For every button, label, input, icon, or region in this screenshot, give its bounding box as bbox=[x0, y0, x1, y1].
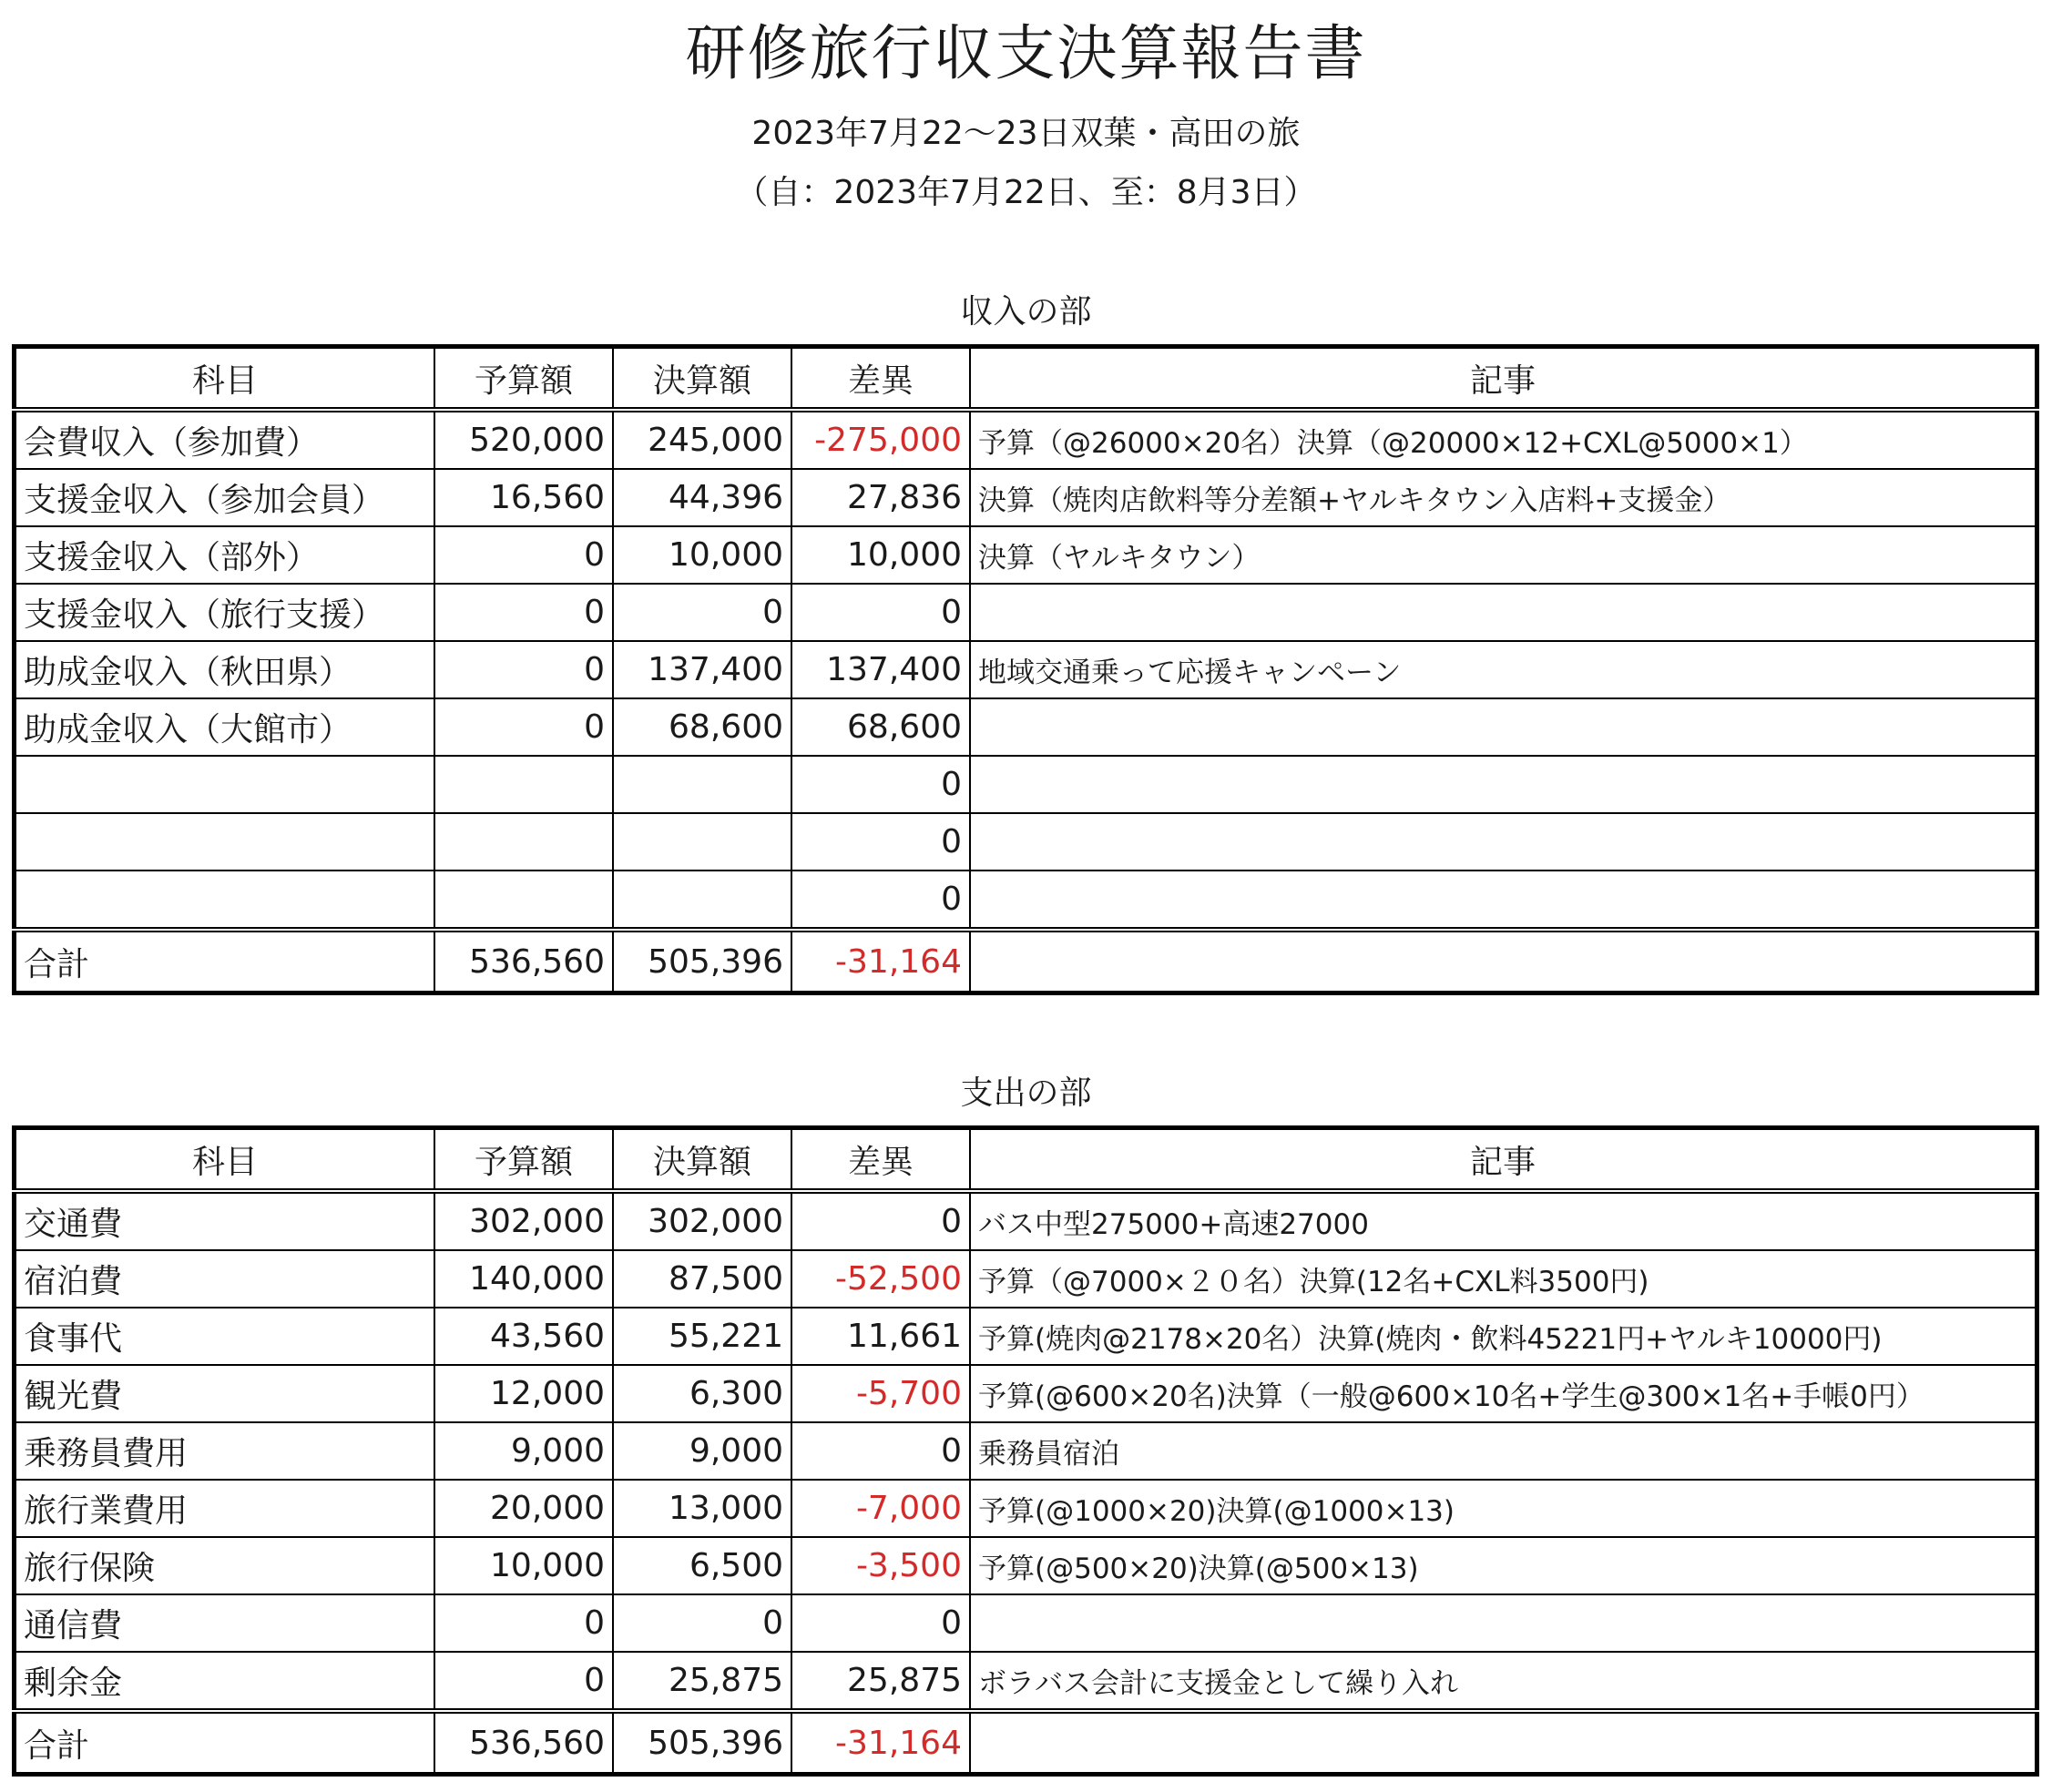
header-actual: 決算額 bbox=[613, 1128, 791, 1192]
cell-budget bbox=[434, 871, 613, 930]
cell-subject: 合計 bbox=[15, 1711, 435, 1775]
table-row bbox=[15, 641, 2037, 698]
table-row bbox=[15, 1652, 2037, 1711]
cell-diff: 68,600 bbox=[791, 698, 970, 756]
cell-actual: 0 bbox=[613, 584, 791, 641]
cell-actual: 0 bbox=[613, 1594, 791, 1652]
expense-table bbox=[12, 1125, 2039, 1777]
cell-note: 予算（@7000×２０名）決算(12名+CXL料3500円) bbox=[970, 1250, 2037, 1308]
cell-budget: 9,000 bbox=[434, 1422, 613, 1480]
cell-actual: 245,000 bbox=[613, 410, 791, 469]
cell-budget: 0 bbox=[434, 698, 613, 756]
cell-note: 予算(@600×20名)決算（一般@600×10名+学生@300×1名+手帳0円） bbox=[970, 1365, 2037, 1422]
header-budget: 予算額 bbox=[434, 1128, 613, 1192]
income-rows bbox=[15, 410, 2037, 993]
cell-note bbox=[970, 1711, 2037, 1775]
cell-budget: 536,560 bbox=[434, 1711, 613, 1775]
cell-subject bbox=[15, 871, 435, 930]
table-row bbox=[15, 410, 2037, 469]
cell-note: ボラバス会計に支援金として繰り入れ bbox=[970, 1652, 2037, 1711]
report-subtitle-period: （自：2023年7月22日、至：8月3日） bbox=[735, 174, 1317, 211]
cell-note bbox=[970, 584, 2037, 641]
cell-diff: -7,000 bbox=[791, 1480, 970, 1537]
cell-note bbox=[970, 871, 2037, 930]
cell-note bbox=[970, 698, 2037, 756]
total-row bbox=[15, 930, 2037, 993]
cell-subject: 食事代 bbox=[15, 1308, 435, 1365]
cell-actual: 13,000 bbox=[613, 1480, 791, 1537]
cell-budget: 520,000 bbox=[434, 410, 613, 469]
cell-subject bbox=[15, 756, 435, 813]
cell-diff: 27,836 bbox=[791, 469, 970, 526]
income-section-title: 収入の部 bbox=[960, 293, 1092, 331]
cell-actual bbox=[613, 813, 791, 871]
header-budget: 予算額 bbox=[434, 347, 613, 411]
cell-actual: 6,500 bbox=[613, 1537, 791, 1594]
cell-note bbox=[970, 756, 2037, 813]
header-actual: 決算額 bbox=[613, 347, 791, 411]
header-note: 記事 bbox=[970, 347, 2037, 411]
cell-actual: 10,000 bbox=[613, 526, 791, 584]
cell-subject: 支援金収入（旅行支援） bbox=[15, 584, 435, 641]
cell-note bbox=[970, 930, 2037, 993]
cell-budget: 20,000 bbox=[434, 1480, 613, 1537]
cell-diff: 0 bbox=[791, 756, 970, 813]
cell-actual: 137,400 bbox=[613, 641, 791, 698]
cell-diff: 137,400 bbox=[791, 641, 970, 698]
table-row bbox=[15, 1365, 2037, 1422]
cell-subject: 旅行業費用 bbox=[15, 1480, 435, 1537]
total-row bbox=[15, 1711, 2037, 1775]
cell-actual: 87,500 bbox=[613, 1250, 791, 1308]
cell-diff: 25,875 bbox=[791, 1652, 970, 1711]
cell-note bbox=[970, 1594, 2037, 1652]
cell-note bbox=[970, 813, 2037, 871]
cell-actual: 505,396 bbox=[613, 1711, 791, 1775]
cell-diff: 0 bbox=[791, 871, 970, 930]
cell-note: 地域交通乗って応援キャンペーン bbox=[970, 641, 2037, 698]
cell-subject: 支援金収入（部外） bbox=[15, 526, 435, 584]
cell-diff: 11,661 bbox=[791, 1308, 970, 1365]
table-row bbox=[15, 1191, 2037, 1250]
cell-diff: -5,700 bbox=[791, 1365, 970, 1422]
header-subject: 科目 bbox=[15, 1128, 435, 1192]
cell-note: バス中型275000+高速27000 bbox=[970, 1191, 2037, 1250]
cell-budget: 302,000 bbox=[434, 1191, 613, 1250]
cell-budget: 0 bbox=[434, 584, 613, 641]
table-row bbox=[15, 756, 2037, 813]
cell-note: 乗務員宿泊 bbox=[970, 1422, 2037, 1480]
cell-actual bbox=[613, 871, 791, 930]
table-row bbox=[15, 584, 2037, 641]
cell-actual: 25,875 bbox=[613, 1652, 791, 1711]
table-row bbox=[15, 871, 2037, 930]
cell-diff: -3,500 bbox=[791, 1537, 970, 1594]
cell-actual: 55,221 bbox=[613, 1308, 791, 1365]
cell-note: 予算(焼肉@2178×20名）決算(焼肉・飲料45221円+ヤルキ10000円) bbox=[970, 1308, 2037, 1365]
cell-diff: 0 bbox=[791, 1594, 970, 1652]
cell-budget bbox=[434, 756, 613, 813]
cell-subject bbox=[15, 813, 435, 871]
expense-section-title: 支出の部 bbox=[960, 1074, 1092, 1112]
cell-subject: 会費収入（参加費） bbox=[15, 410, 435, 469]
cell-budget: 16,560 bbox=[434, 469, 613, 526]
cell-budget: 536,560 bbox=[434, 930, 613, 993]
expense-rows bbox=[15, 1191, 2037, 1775]
table-row bbox=[15, 1250, 2037, 1308]
cell-subject: 助成金収入（秋田県） bbox=[15, 641, 435, 698]
cell-budget: 0 bbox=[434, 1652, 613, 1711]
cell-diff: -275,000 bbox=[791, 410, 970, 469]
cell-subject: 観光費 bbox=[15, 1365, 435, 1422]
header-note: 記事 bbox=[970, 1128, 2037, 1192]
header-diff: 差異 bbox=[791, 347, 970, 411]
table-row bbox=[15, 526, 2037, 584]
table-row bbox=[15, 469, 2037, 526]
cell-note: 予算（@26000×20名）決算（@20000×12+CXL@5000×1） bbox=[970, 410, 2037, 469]
cell-diff: 0 bbox=[791, 584, 970, 641]
cell-budget: 140,000 bbox=[434, 1250, 613, 1308]
header-subject: 科目 bbox=[15, 347, 435, 411]
cell-subject: 通信費 bbox=[15, 1594, 435, 1652]
table-header-row bbox=[15, 347, 2037, 411]
cell-subject: 合計 bbox=[15, 930, 435, 993]
cell-subject: 旅行保険 bbox=[15, 1537, 435, 1594]
table-row bbox=[15, 1594, 2037, 1652]
cell-diff: 0 bbox=[791, 813, 970, 871]
cell-budget: 43,560 bbox=[434, 1308, 613, 1365]
cell-diff: 0 bbox=[791, 1422, 970, 1480]
cell-actual bbox=[613, 756, 791, 813]
cell-budget: 12,000 bbox=[434, 1365, 613, 1422]
cell-diff: -31,164 bbox=[791, 1711, 970, 1775]
table-row bbox=[15, 1422, 2037, 1480]
cell-note: 予算(@1000×20)決算(@1000×13) bbox=[970, 1480, 2037, 1537]
cell-budget: 0 bbox=[434, 526, 613, 584]
table-row bbox=[15, 1308, 2037, 1365]
cell-budget: 0 bbox=[434, 1594, 613, 1652]
cell-note: 予算(@500×20)決算(@500×13) bbox=[970, 1537, 2037, 1594]
cell-actual: 68,600 bbox=[613, 698, 791, 756]
cell-actual: 9,000 bbox=[613, 1422, 791, 1480]
cell-subject: 宿泊費 bbox=[15, 1250, 435, 1308]
cell-diff: -31,164 bbox=[791, 930, 970, 993]
table-row bbox=[15, 813, 2037, 871]
cell-subject: 交通費 bbox=[15, 1191, 435, 1250]
cell-subject: 剰余金 bbox=[15, 1652, 435, 1711]
cell-subject: 乗務員費用 bbox=[15, 1422, 435, 1480]
cell-diff: 10,000 bbox=[791, 526, 970, 584]
cell-subject: 支援金収入（参加会員） bbox=[15, 469, 435, 526]
table-row bbox=[15, 1480, 2037, 1537]
cell-subject: 助成金収入（大館市） bbox=[15, 698, 435, 756]
cell-budget: 0 bbox=[434, 641, 613, 698]
cell-actual: 6,300 bbox=[613, 1365, 791, 1422]
cell-note: 決算（焼肉店飲料等分差額+ヤルキタウン入店料+支援金） bbox=[970, 469, 2037, 526]
report-title: 研修旅行収支決算報告書 bbox=[685, 18, 1367, 88]
cell-diff: -52,500 bbox=[791, 1250, 970, 1308]
report-subtitle-trip: 2023年7月22〜23日双葉・高田の旅 bbox=[751, 115, 1301, 152]
header-diff: 差異 bbox=[791, 1128, 970, 1192]
table-header-row bbox=[15, 1128, 2037, 1192]
cell-budget bbox=[434, 813, 613, 871]
cell-actual: 505,396 bbox=[613, 930, 791, 993]
table-row bbox=[15, 698, 2037, 756]
cell-actual: 44,396 bbox=[613, 469, 791, 526]
cell-note: 決算（ヤルキタウン） bbox=[970, 526, 2037, 584]
cell-budget: 10,000 bbox=[434, 1537, 613, 1594]
table-row bbox=[15, 1537, 2037, 1594]
income-table bbox=[12, 344, 2039, 995]
cell-actual: 302,000 bbox=[613, 1191, 791, 1250]
cell-diff: 0 bbox=[791, 1191, 970, 1250]
